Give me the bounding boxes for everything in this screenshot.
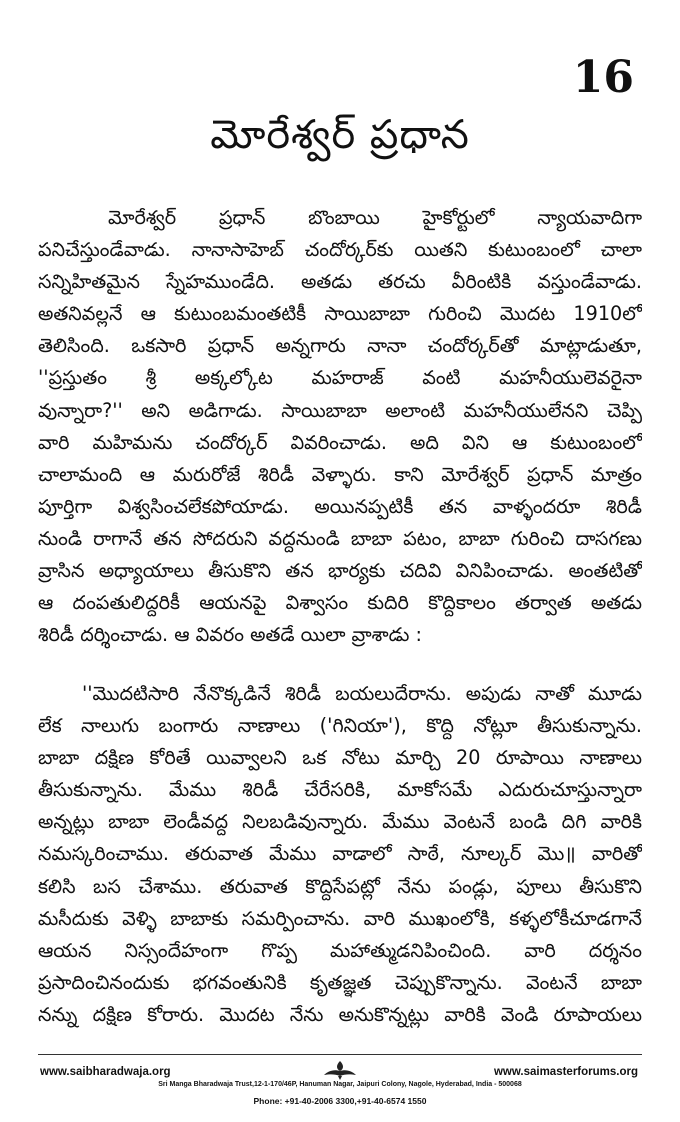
paragraph-2 [38, 678, 642, 1031]
text-line: తెలిసింది. ఒకసారి ప్రధాన్ అన్నగారు నానా చందోర్కర్‌తో మాట్లాడుతూ, [38, 334, 642, 358]
text-line: శిరిడీ దర్శించాడు. ఆ వివరం అతడే యిలా వ్రాశాడు : [38, 623, 422, 647]
text-line: మసీదుకు వెళ్ళి బాబాకు సమర్పించాను. వారి ముఖంలోకి, కళ్ళలోకీచూడగానే [38, 906, 642, 930]
chapter-title: మోరేశ్వర్ ప్రధాన [210, 112, 470, 158]
text-line: పనిచేస్తుండేవాడు. నానాసాహెబ్ చందోర్కర్‌కు యితని కుటుంబంలో చాలా [38, 238, 642, 262]
footer-divider [38, 1054, 642, 1055]
text-line: ప్రసాదించినందుకు భగవంతునికి కృతజ్ఞత చెప్పుకొన్నాను. వెంటనే బాబా [38, 970, 642, 994]
text-line: లేక నాలుగు బంగారు నాణాలు ('గినియా'), కొద్ది నోట్లూ తీసుకున్నాను. [38, 714, 642, 738]
text-line: అన్నట్లు బాబా లెండీవద్ద నిలబడివున్నారు. మేము వెంటనే బండి దిగి వారికి [38, 810, 642, 834]
footer-phone: Phone: +91-40-2006 3300,+91-40-6574 1550 [253, 1096, 427, 1106]
chapter-number: 16 [572, 52, 634, 103]
text-line: కలిసి బస చేశాము. తరువాత కొద్దిసేపట్లో నేను పండ్లు, పూలు తీసుకొని [38, 874, 642, 898]
text-line: ''ప్రస్తుతం శ్రీ అక్కల్కోట మహరాజ్ వంటి మహనీయులెవరైనా [38, 366, 642, 390]
text-line: వారి మహిమను చందోర్కర్ వివరించాడు. అది విని ఆ కుటుంబంలో [38, 430, 642, 454]
text-line: పూర్తిగా విశ్వసించలేకపోయాడు. అయినప్పటికీ తన వాళ్ళందరూ శిరిడీ [38, 494, 642, 518]
ornament-icon [322, 1059, 358, 1081]
text-line: బాబా దక్షిణ కోరితే యివ్వాలని ఒక నోటు మార్చి 20 రూపాయి నాణాలు [38, 746, 642, 770]
text-line: ఆయన నిస్సందేహంగా గొప్ప మహాత్ముడనిపించింది. వారి దర్శనం [38, 938, 642, 962]
footer-address: Sri Manga Bharadwaja Trust,12-1-170/46P, Hanuman Nagar, Jaipuri Colony, Nagole, Hyderabad, India - 500068 [158, 1081, 522, 1088]
text-line: నన్ను దక్షిణ కోరారు. మొదట నేను అనుకొన్నట్లు వారికి వెండి రూపాయలు [38, 1002, 642, 1026]
text-line: నుండి రాగానే తన సోదరుని వద్దనుండి బాబా పటం, బాబా గురించి దాసగణు [38, 526, 642, 550]
footer-link-saibharadwaja[interactable]: www.saibharadwaja.org [40, 1066, 171, 1078]
text-line: ''మొదటిసారి నేనొక్కడినే శిరిడీ బయలుదేరాను. అపుడు నాతో మూడు [82, 682, 642, 705]
text-line: వున్నారా?'' అని అడిగాడు. సాయిబాబా అలాంటి మహనీయులేనని చెప్పి [38, 398, 642, 422]
text-line: నమస్కరించాము. తరువాత మేము వాడాలో సాఠే, నూల్కర్ మొ॥ వారితో [38, 842, 642, 866]
text-line: చాలామంది ఆ మరురోజే శిరిడీ వెళ్ళారు. కాని మోరేశ్వర్ ప్రధాన్ మాత్రం [38, 462, 642, 486]
text-line: అతనివల్లనే ఆ కుటుంబమంతటికీ సాయిబాబా గురించి మొదట 1910లో [38, 302, 642, 326]
footer-link-saimasterforums[interactable]: www.saimasterforums.org [493, 1066, 638, 1078]
text-line: ఆ దంపతులిద్దరికీ ఆయనపై విశ్వాసం కుదిరి కొద్దికాలం తర్వాత అతడు [38, 591, 642, 615]
text-line: మోరేశ్వర్ ప్రధాన్ బొంబాయి హైకోర్టులో న్యాయవాదిగా [108, 206, 642, 229]
text-line: వ్రాసిన అధ్యాయాలు తీసుకొని తన భార్యకు చదివి వినిపించాడు. అంతటితో [38, 559, 642, 583]
text-line: తీసుకున్నాను. మేము శిరిడీ చేరేసరికి, మాకోసమే ఎదురుచూస్తున్నారా [38, 778, 642, 802]
paragraph-1 [38, 202, 642, 651]
text-line: సన్నిహితమైన స్నేహముండేది. అతడు తరచు వీరింటికి వస్తుండేవాడు. [38, 270, 642, 294]
